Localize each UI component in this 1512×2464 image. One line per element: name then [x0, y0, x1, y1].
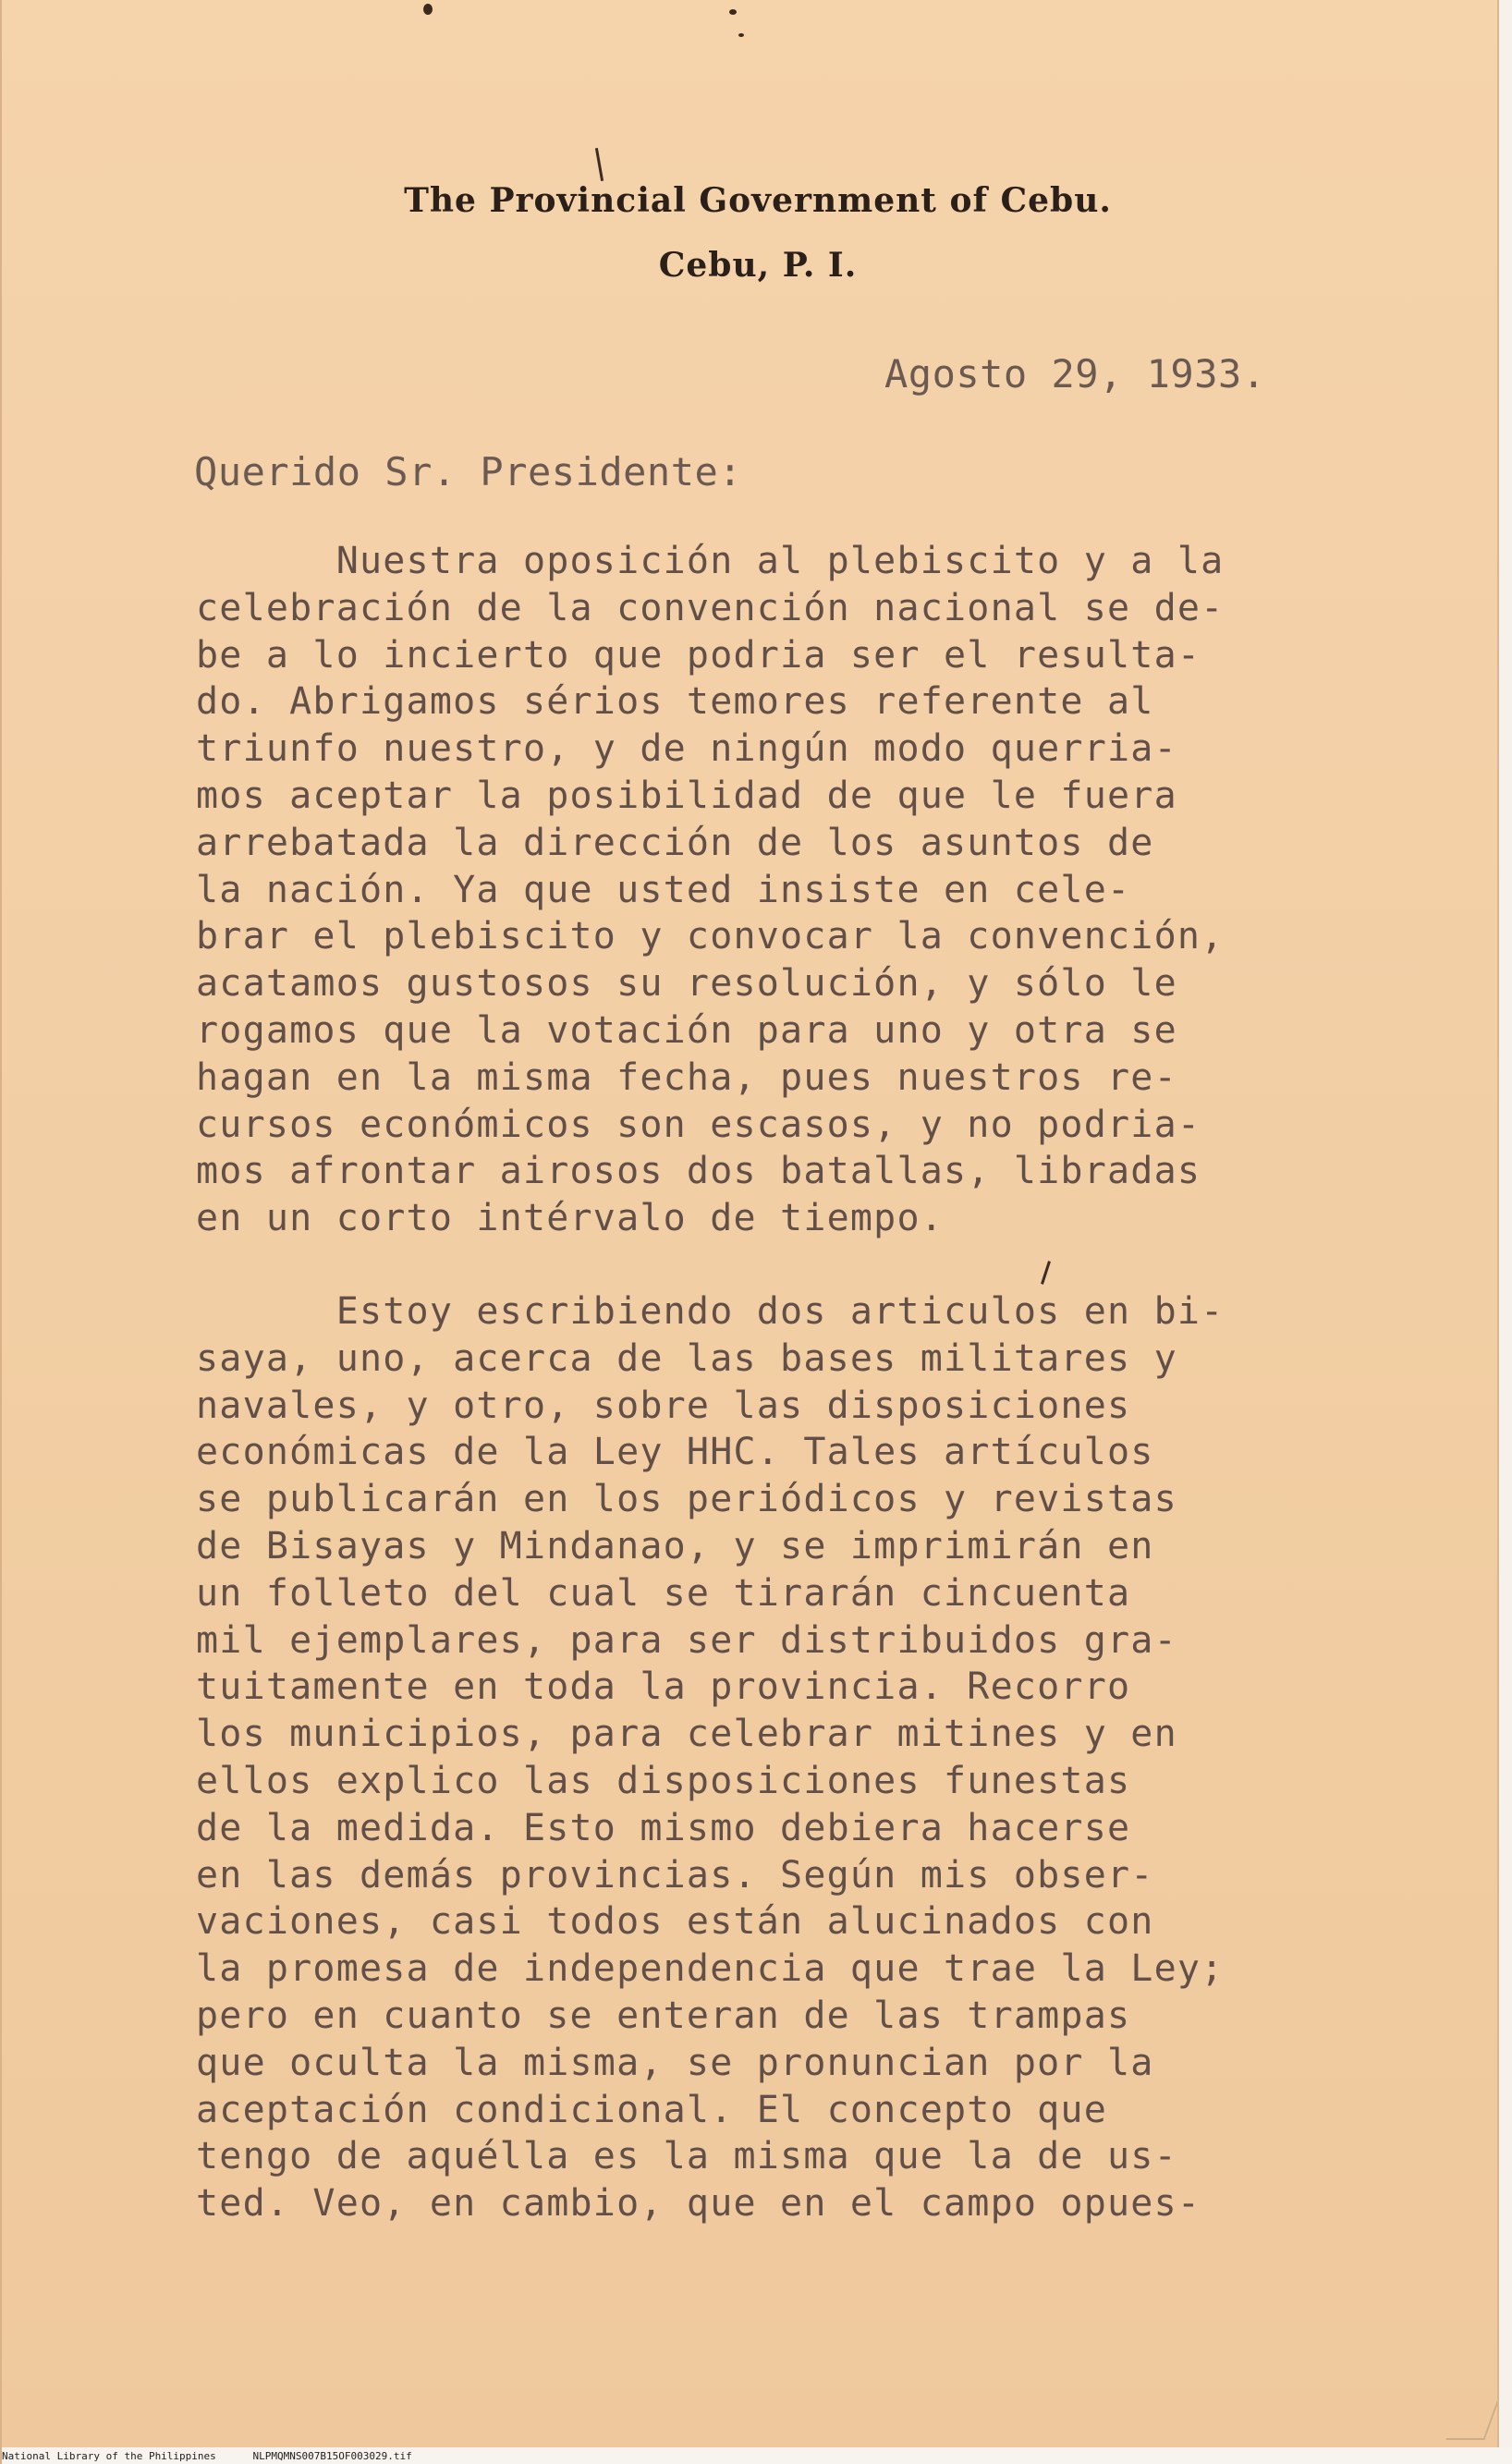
text-line: Estoy escribiendo dos articulos en bi-: [196, 1290, 1225, 1333]
text-line: acatamos gustosos su resolución, y sólo le: [196, 962, 1177, 1006]
text-line: pero en cuanto se enteran de las trampas: [196, 1994, 1131, 2037]
text-line: brar el plebiscito y convocar la convención,: [196, 915, 1225, 958]
paragraph-1: [196, 538, 1224, 1242]
text-line: los municipios, para celebrar mitines y en: [196, 1713, 1177, 1756]
page-edge-right: [1497, 0, 1512, 2464]
text-line: mos afrontar airosos dos batallas, libradas: [196, 1150, 1201, 1193]
text-line: Nuestra oposición al plebiscito y a la: [196, 540, 1225, 582]
text-line: de Bisayas y Mindanao, y se imprimirán en: [196, 1524, 1154, 1567]
text-line: de la medida. Esto mismo debiera hacerse: [196, 1806, 1131, 1849]
text-line: tengo de aquélla es la misma que la de us-: [196, 2135, 1177, 2178]
pen-mark: [1041, 1261, 1051, 1285]
ink-speck: [423, 4, 433, 15]
text-line: hagan en la misma fecha, pues nuestros re-: [196, 1055, 1177, 1099]
text-line: saya, uno, acerca de las bases militares y: [196, 1336, 1177, 1380]
text-line: rogamos que la votación para uno y otra se: [196, 1008, 1177, 1052]
ink-speck: [729, 9, 737, 15]
text-line: mil ejemplares, para ser distribuidos gra-: [196, 1618, 1177, 1662]
text-line: mos aceptar la posibilidad de que le fuera: [196, 774, 1177, 817]
ink-speck: [738, 33, 744, 37]
text-line: ellos explico las disposiciones funestas: [196, 1759, 1131, 1802]
letterhead-title: The Provincial Government of Cebu.: [404, 181, 1112, 220]
text-line: aceptación condicional. El concepto que: [196, 2088, 1107, 2131]
text-line: cursos económicos son escasos, y no podria-: [196, 1103, 1201, 1146]
text-line: la promesa de independencia que trae la Ley;: [196, 1947, 1225, 1991]
text-line: tuitamente en toda la provincia. Recorro: [196, 1665, 1131, 1709]
text-line: triunfo nuestro, y de ningún modo querria-: [196, 727, 1177, 771]
letter-date: Agosto 29, 1933.: [884, 351, 1266, 396]
text-line: en un corto intérvalo de tiempo.: [196, 1197, 945, 1240]
letterhead-location: Cebu, P. I.: [658, 246, 858, 285]
text-line: la nación. Ya que usted insiste en cele-: [196, 868, 1131, 911]
paragraph-2: [196, 1288, 1224, 2227]
text-line: do. Abrigamos sérios temores referente al: [196, 680, 1154, 724]
corner-fold: [1445, 2401, 1498, 2440]
text-line: vaciones, casi todos están alucinados con: [196, 1900, 1154, 1944]
text-line: un folleto del cual se tirarán cincuenta: [196, 1571, 1131, 1615]
text-line: en las demás provincias. Según mis obser-: [196, 1853, 1154, 1897]
text-line: celebración de la convención nacional se de-: [196, 586, 1225, 629]
text-line: navales, y otro, sobre las disposiciones: [196, 1384, 1131, 1427]
text-line: be a lo incierto que podria ser el resulta-: [196, 633, 1201, 677]
pen-mark: [595, 148, 604, 181]
text-line: se publicarán en los periódicos y revistas: [196, 1478, 1177, 1521]
text-line: ted. Veo, en cambio, que en el campo opues-: [196, 2182, 1201, 2226]
salutation: Querido Sr. Presidente:: [194, 449, 743, 494]
text-line: arrebatada la dirección de los asuntos de: [196, 821, 1154, 864]
text-line: que oculta la misma, se pronuncian por la: [196, 2041, 1154, 2084]
archive-footer: National Library of the Philippines NLPMQMNS007B15OF003029.tif: [2, 2450, 412, 2462]
text-line: económicas de la Ley HHC. Tales artículos: [196, 1431, 1154, 1474]
